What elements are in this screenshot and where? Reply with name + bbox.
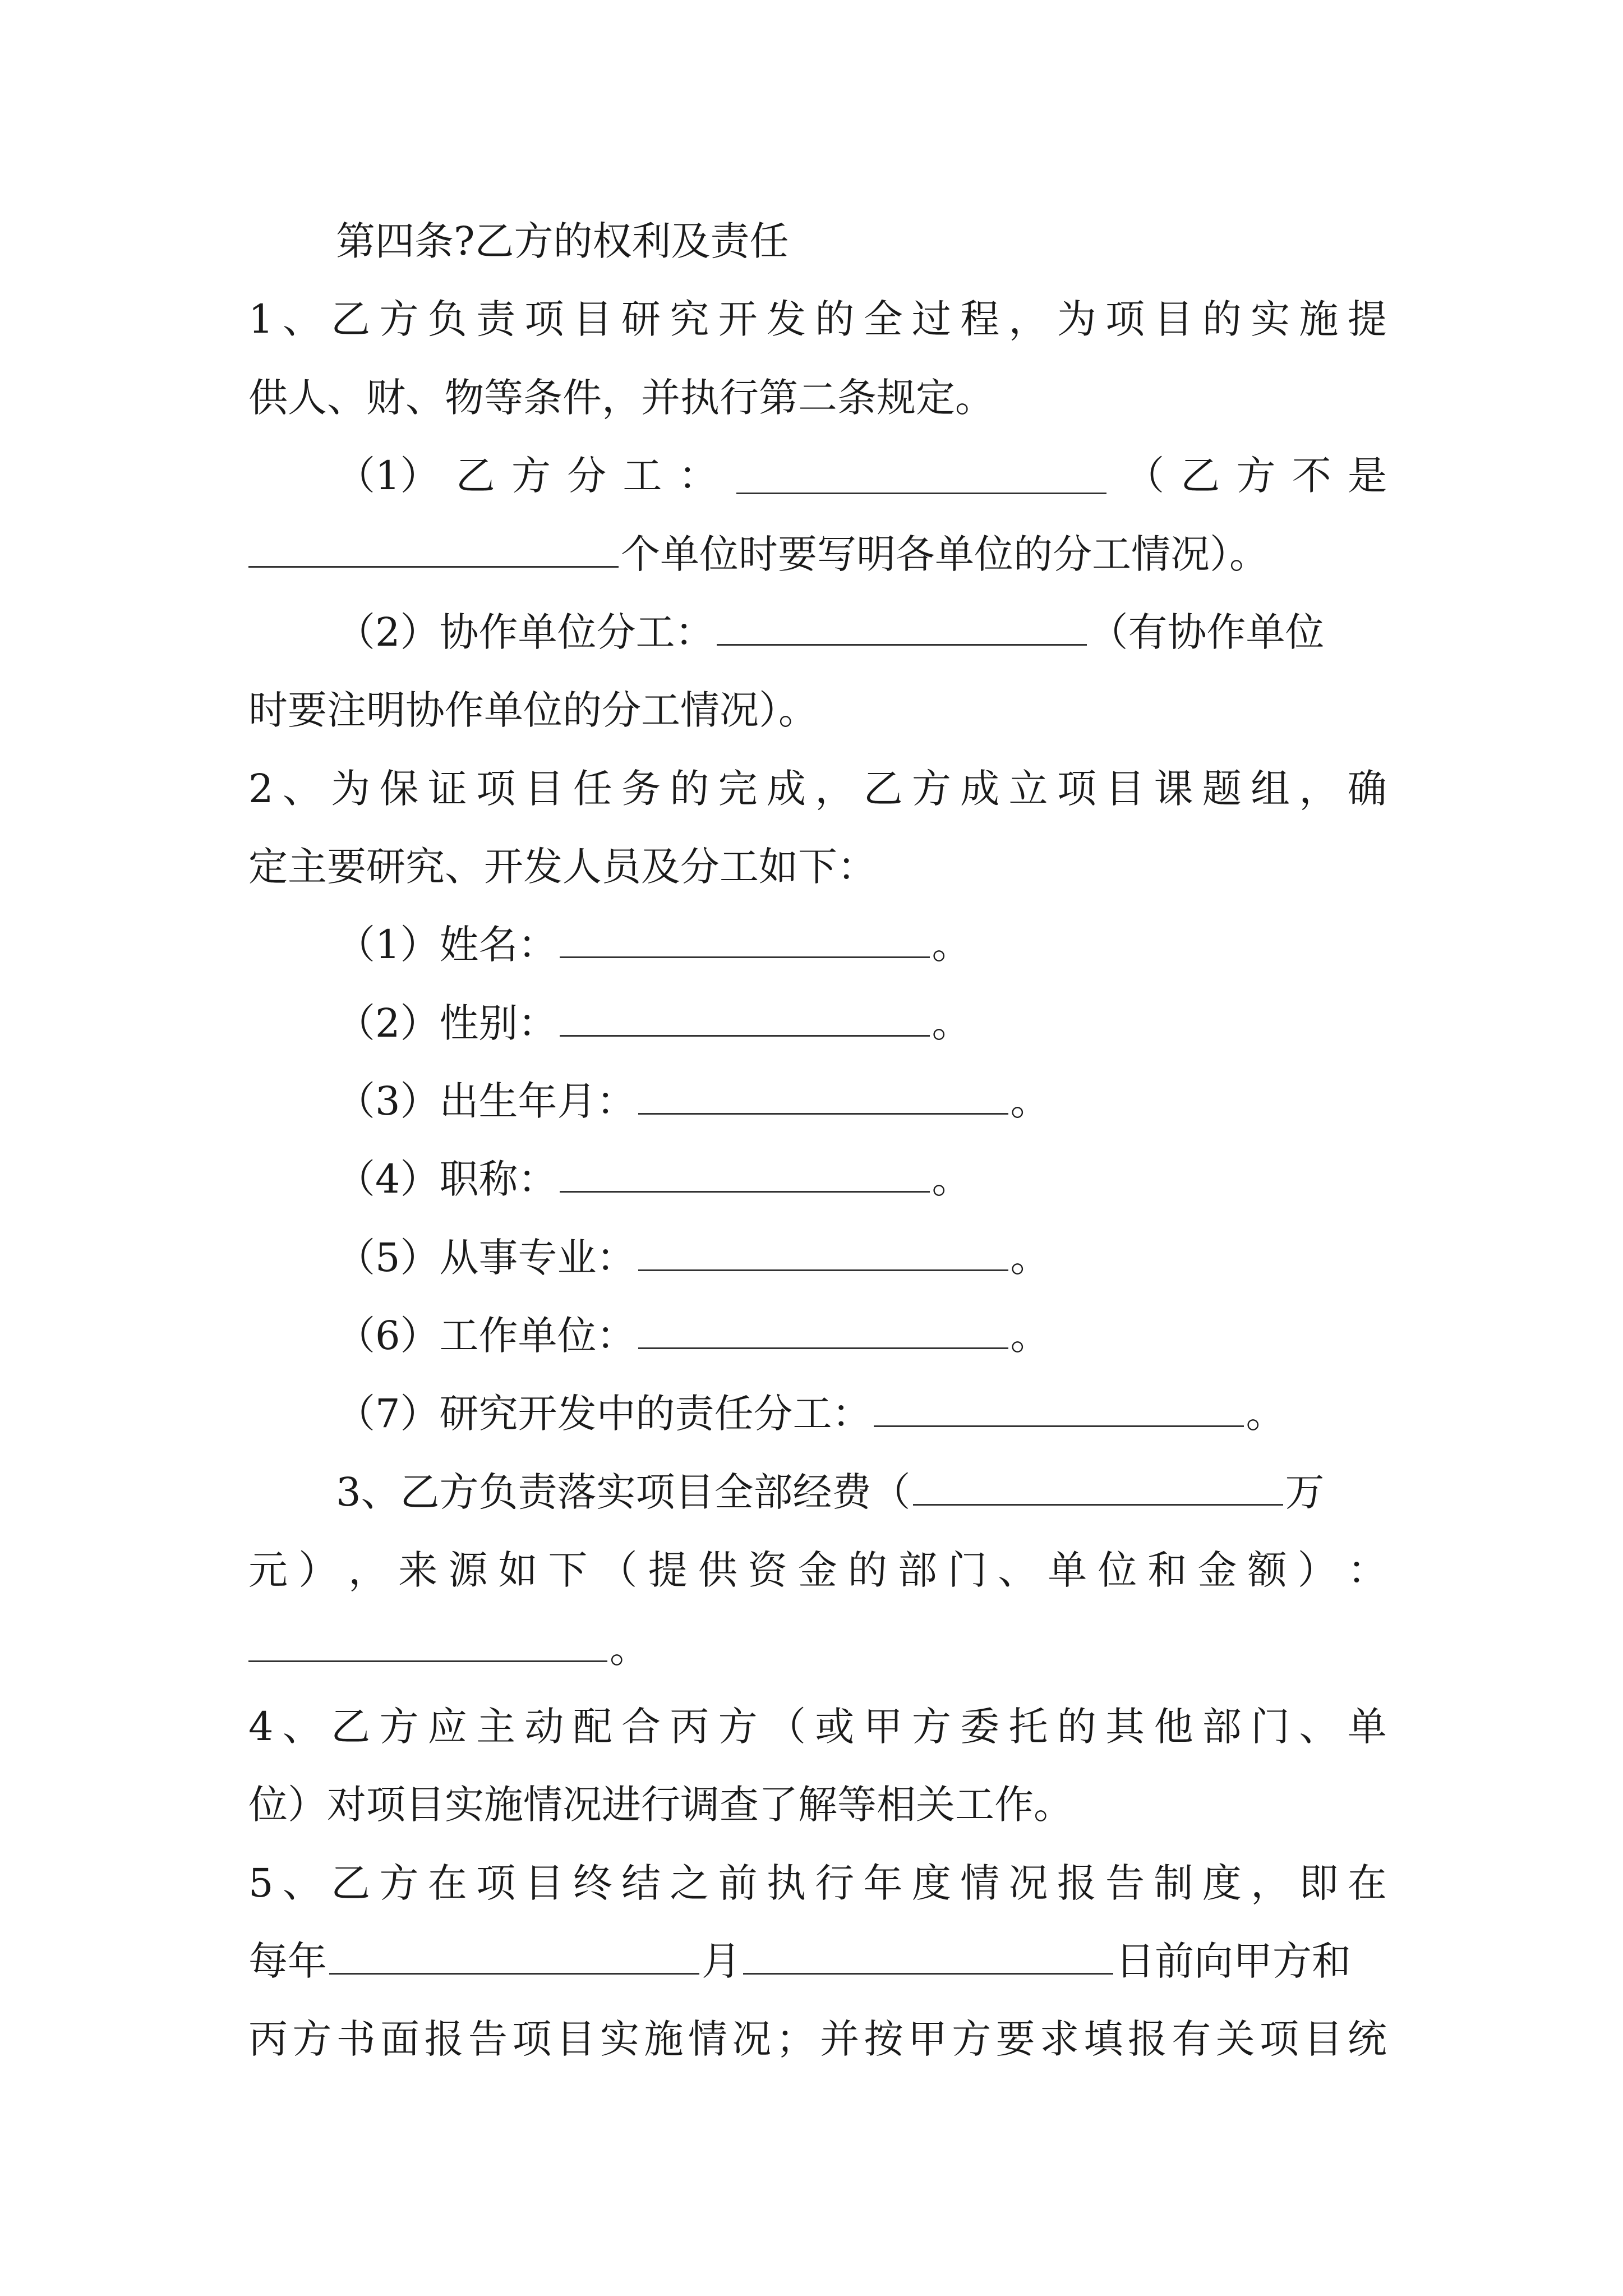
clause5-line-a [248, 1855, 1387, 1911]
text-char: 确 [1347, 766, 1387, 812]
clause1-item2: （2）协作单位分工： （有协作单位 [336, 609, 1325, 655]
field-end: 。 [932, 922, 971, 968]
field-end: 。 [1010, 1235, 1050, 1281]
fill-blank[interactable] [329, 1938, 699, 1975]
text-char: ： [678, 453, 718, 499]
fill-blank[interactable] [717, 609, 1087, 646]
text-char: （ [598, 1547, 638, 1593]
personnel-field [336, 917, 1387, 973]
text-char: 结 [621, 1860, 661, 1906]
clause3-line-b [248, 1542, 1387, 1598]
text-char: 施 [644, 2016, 684, 2062]
text-char: 执 [766, 1860, 806, 1906]
text-char: 项 [476, 766, 516, 812]
text-char: 单 [1048, 1547, 1087, 1593]
text-char: 实 [1251, 296, 1290, 342]
text-char: 要 [995, 2016, 1035, 2062]
text-char: 如 [498, 1547, 538, 1593]
text-char: 合 [621, 1704, 661, 1750]
text-char: 项 [1057, 766, 1096, 812]
field-label: （7）研究开发中的责任分工： [336, 1391, 872, 1437]
text-char: 究 [670, 296, 709, 342]
personnel-field [336, 1386, 1387, 1442]
text-char: 告 [1105, 1860, 1145, 1906]
text-char: 目 [556, 2016, 596, 2062]
text-char: 方 [379, 1704, 419, 1750]
text-char: 即 [1299, 1860, 1339, 1906]
clause1-item1-continued: 个单位时要写明各单位的分工情况）。 [248, 526, 1387, 582]
personnel-field [336, 1308, 1387, 1364]
text-char: 项 [1105, 296, 1145, 342]
text-char: 况 [1008, 1860, 1048, 1906]
text-char: （ [1125, 453, 1165, 499]
text-char: 方 [379, 296, 419, 342]
text-char: 、 [998, 1547, 1038, 1593]
text-char: 组 [1251, 766, 1290, 812]
text-char: 完 [718, 766, 758, 812]
text-char: 供 [698, 1547, 737, 1593]
fill-blank[interactable] [248, 1626, 607, 1662]
text-char: 乙 [331, 1860, 371, 1906]
clause4-line-a [248, 1699, 1387, 1755]
text-char: 4 [248, 1704, 274, 1750]
text-char: 丙 [248, 2016, 288, 2062]
text-char: ， [348, 1547, 388, 1593]
text-char: 项 [476, 1860, 516, 1906]
text-char: 门 [1251, 1704, 1290, 1750]
text-char: 课 [1154, 766, 1193, 812]
text-char: 在 [1347, 1860, 1387, 1906]
personnel-field [336, 1073, 1387, 1129]
text-char: ： [1347, 1547, 1387, 1593]
personnel-field [336, 1230, 1387, 1286]
text-char: 保 [379, 766, 419, 812]
text-char: 填 [1083, 2016, 1123, 2062]
text-char: 1 [248, 296, 274, 342]
text-char: 务 [621, 766, 661, 812]
text-char: 发 [766, 296, 806, 342]
text-char: ， [1299, 766, 1339, 812]
text-char: 、 [1299, 1704, 1339, 1750]
text-char: 单 [1347, 1704, 1387, 1750]
text-char: ， [1251, 1860, 1290, 1906]
text-char: 、 [282, 766, 322, 812]
fill-blank[interactable] [638, 1313, 1008, 1349]
text-char: 乙 [331, 296, 371, 342]
text-char: 行 [815, 1860, 855, 1906]
text-char: ； [776, 2016, 815, 2062]
text-char: 成 [766, 766, 806, 812]
text-char: 方 [292, 2016, 332, 2062]
article-heading: 第四条?乙方的权利及责任 [336, 218, 789, 264]
text-char: ， [1008, 296, 1048, 342]
text-char: 其 [1105, 1704, 1145, 1750]
text-char: 项 [1259, 2016, 1299, 2062]
text-char: 额 [1247, 1547, 1287, 1593]
text-char: 下 [548, 1547, 588, 1593]
text-char: 目 [1154, 296, 1193, 342]
text-char: 项 [524, 296, 564, 342]
text-char: 方 [511, 453, 551, 499]
text-char: 、 [282, 1704, 322, 1750]
text-char: 书 [336, 2016, 376, 2062]
text-char: 门 [948, 1547, 988, 1593]
text-char: 方 [952, 2016, 992, 2062]
text-char: 为 [331, 766, 371, 812]
text-char: （1） [336, 453, 440, 499]
text-char: 之 [670, 1860, 709, 1906]
clause2-line-b: 定主要研究、开发人员及分工如下： [248, 844, 877, 890]
text-char: 金 [1197, 1547, 1237, 1593]
text-char: 成 [960, 766, 1000, 812]
text-char: 施 [1299, 296, 1339, 342]
text-char: 工 [623, 453, 662, 499]
fill-blank[interactable] [560, 1156, 930, 1193]
field-end: 。 [932, 1156, 971, 1202]
text-char: 分 [567, 453, 607, 499]
text-char: 提 [1347, 296, 1387, 342]
clause1-item1 [336, 448, 1387, 504]
text-char: 甲 [863, 1704, 903, 1750]
text-char: 方 [911, 1704, 951, 1750]
text-char: 证 [427, 766, 467, 812]
fill-blank[interactable] [638, 1078, 1008, 1115]
text-char: 部 [898, 1547, 938, 1593]
clause1-item2-continued: 时要注明协作单位的分工情况）。 [248, 687, 818, 733]
field-end: 。 [932, 1000, 971, 1046]
text-char: 甲 [907, 2016, 947, 2062]
text-char: 情 [960, 1860, 1000, 1906]
personnel-field [336, 995, 1387, 1051]
text-char: 开 [718, 296, 758, 342]
text-char: 金 [797, 1547, 837, 1593]
text-char: 的 [1057, 1704, 1096, 1750]
fill-blank[interactable] [638, 1235, 1008, 1271]
text-char: 配 [573, 1704, 612, 1750]
text-char: 源 [448, 1547, 488, 1593]
text-char: 目 [524, 766, 564, 812]
text-char: 况 [732, 2016, 772, 2062]
text-char: 乙 [863, 766, 903, 812]
field-label: （3）出生年月： [336, 1078, 636, 1124]
text-char: ） [1297, 1547, 1337, 1593]
text-char: 主 [476, 1704, 516, 1750]
field-label: （4）职称： [336, 1156, 557, 1202]
text-char: 项 [512, 2016, 552, 2062]
text-char: 部 [1202, 1704, 1242, 1750]
text-char: 资 [748, 1547, 787, 1593]
text-char: 委 [960, 1704, 1000, 1750]
field-label: （2）性别： [336, 1000, 557, 1046]
text-char: 目 [573, 296, 612, 342]
clause5-line-c [248, 2011, 1387, 2067]
text-char: 度 [911, 1860, 951, 1906]
field-label: （5）从事专业： [336, 1235, 636, 1281]
text-char: 制 [1154, 1860, 1193, 1906]
text-char: 元 [248, 1547, 288, 1593]
text-char: 2 [248, 766, 274, 812]
text-char: 位 [1098, 1547, 1137, 1593]
field-label: （1）姓名： [336, 922, 557, 968]
text-char: 过 [911, 296, 951, 342]
text-char: 研 [621, 296, 661, 342]
text-char: 他 [1154, 1704, 1193, 1750]
text-char: 不 [1292, 453, 1331, 499]
text-char: 在 [427, 1860, 467, 1906]
clause1-line-b: 供人、财、物等条件，并执行第二条规定。 [248, 375, 994, 421]
field-end: 。 [1246, 1391, 1285, 1437]
fill-blank[interactable] [560, 1000, 930, 1037]
text-char: 有 [1172, 2016, 1211, 2062]
text-char: 终 [573, 1860, 612, 1906]
clause3-line-c: 。 [248, 1621, 1387, 1677]
text-char: 度 [1202, 1860, 1242, 1906]
text-char: 面 [380, 2016, 420, 2062]
text-char: 、 [282, 296, 322, 342]
text-char: 报 [1057, 1860, 1096, 1906]
text-char: 目 [1105, 766, 1145, 812]
field-end: 。 [1010, 1078, 1050, 1124]
text-char: 情 [688, 2016, 727, 2062]
text-char: 报 [424, 2016, 464, 2062]
text-char: 负 [427, 296, 467, 342]
text-char: 全 [863, 296, 903, 342]
text-char: 目 [524, 1860, 564, 1906]
text-char: 乙 [1181, 453, 1220, 499]
text-char: 的 [847, 1547, 887, 1593]
text-char: （ [766, 1704, 806, 1750]
text-char: 责 [476, 296, 516, 342]
clause5-line-b: 每年 月 日前向甲方和 [248, 1938, 1351, 1984]
text-char: 方 [718, 1704, 758, 1750]
text-char: 和 [1147, 1547, 1187, 1593]
text-char: 立 [1008, 766, 1048, 812]
fill-blank[interactable] [913, 1469, 1283, 1506]
fill-blank[interactable] [736, 458, 1106, 494]
text-char: 的 [670, 766, 709, 812]
text-char: 应 [427, 1704, 467, 1750]
text-char: 年 [863, 1860, 903, 1906]
text-char: 任 [573, 766, 612, 812]
clause3-line-a: 3、乙方负责落实项目全部经费（ 万 [336, 1469, 1325, 1515]
fill-blank[interactable] [248, 531, 619, 568]
text-char: 关 [1215, 2016, 1255, 2062]
clause1-line-a [248, 291, 1387, 347]
text-char: 的 [815, 296, 855, 342]
text-char: 方 [379, 1860, 419, 1906]
text-char: 乙 [455, 453, 495, 499]
text-char: ， [815, 766, 855, 812]
personnel-field [336, 1151, 1387, 1207]
text-char: 方 [911, 766, 951, 812]
text-char: 目 [1303, 2016, 1343, 2062]
text-char: 来 [398, 1547, 438, 1593]
fill-blank[interactable] [743, 1938, 1113, 1975]
text-char: 托 [1008, 1704, 1048, 1750]
text-char: 提 [648, 1547, 688, 1593]
text-char: 实 [600, 2016, 640, 2062]
text-char: 告 [468, 2016, 508, 2062]
text-char: 题 [1202, 766, 1242, 812]
text-char: 方 [1236, 453, 1276, 499]
text-char: 前 [718, 1860, 758, 1906]
text-char: 或 [815, 1704, 855, 1750]
text-char: 的 [1202, 296, 1242, 342]
text-char: 按 [864, 2016, 903, 2062]
text-char: 丙 [670, 1704, 709, 1750]
text-char: 乙 [331, 1704, 371, 1750]
text-char: 统 [1347, 2016, 1387, 2062]
text-char: 报 [1127, 2016, 1167, 2062]
field-label: （6）工作单位： [336, 1313, 636, 1359]
clause2-line-a [248, 761, 1387, 817]
fill-blank[interactable] [874, 1391, 1244, 1427]
text-char: ） [298, 1547, 338, 1593]
fill-blank[interactable] [560, 922, 930, 958]
text-char: 程 [960, 296, 1000, 342]
text-char: 为 [1057, 296, 1096, 342]
field-end: 。 [1010, 1313, 1050, 1359]
text-char: 求 [1040, 2016, 1080, 2062]
text-char: 并 [820, 2016, 860, 2062]
text-char: 是 [1347, 453, 1387, 499]
clause4-line-b: 位）对项目实施情况进行调查了解等相关工作。 [248, 1782, 1073, 1828]
text-char: 5 [248, 1860, 274, 1906]
text-char: 、 [282, 1860, 322, 1906]
text-char: 动 [524, 1704, 564, 1750]
